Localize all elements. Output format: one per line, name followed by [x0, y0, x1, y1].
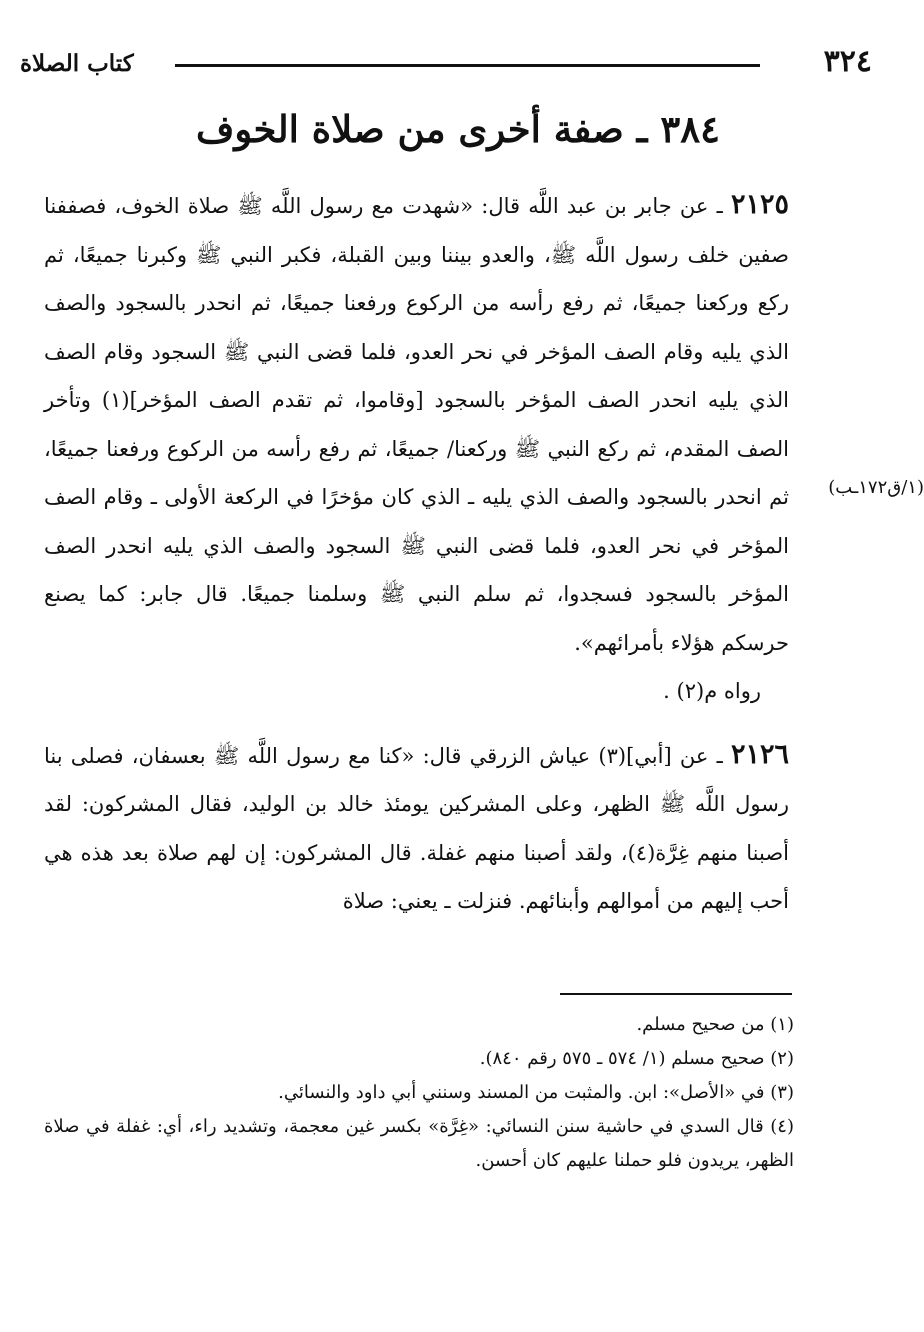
footnote-rule: [560, 993, 792, 995]
page-number: ٣٢٤: [823, 44, 872, 79]
manuscript-margin-note: (١/ق١٧٢ـب): [828, 477, 924, 498]
page-header: [20, 44, 872, 80]
running-title: كتاب الصلاة: [20, 50, 134, 77]
footnotes: [44, 1008, 794, 1178]
hadith-text: ـ عن جابر بن عبد اللَّه قال: «شهدت مع رسول اللَّه ﷺ صلاة الخوف، فصففنا صفين خلف رسول اللَّه ﷺ، والعدو بيننا وبين القبلة، فكبر النبي ﷺ وكبرنا جميعًا، ثم ركع وركعنا جميعًا، ثم رفع رأسه من الركوع ورفعنا جميعًا، ثم انحدر بالسجود والصف الذي يليه وقام الصف المؤخر في نحر العدو، فلما قضى النبي ﷺ السجود وقام الصف الذي يليه انحدر الصف المؤخر بالسجود [وقاموا، ثم تقدم الصف المؤخر](١) وتأخر الصف المقدم، ثم ركع النبي ﷺ وركعنا/ جميعًا، ثم رفع رأسه من الركوع ورفعنا جميعًا، ثم انحدر بالسجود والصف الذي يليه ـ الذي كان مؤخرًا في الركعة الأولى ـ وقام الصف المؤخر في نحر العدو، فلما قضى النبي ﷺ السجود والصف الذي يليه انحدر الصف المؤخر بالسجود فسجدوا، ثم سلم النبي ﷺ وسلمنا جميعًا. قال جابر: كما يصنع حرسكم هؤلاء بأمرائهم».: [44, 194, 789, 655]
footnote: (٢) صحيح مسلم (١/ ٥٧٤ ـ ٥٧٥ رقم ٨٤٠).: [479, 1048, 794, 1069]
main-text: [44, 181, 789, 926]
hadith-2126: [44, 731, 789, 926]
hadith-number: ٢١٢٦: [730, 738, 789, 770]
hadith-number: ٢١٢٥: [730, 189, 789, 220]
riwaya-line: رواه م(٢) .: [663, 679, 761, 703]
hadith-text: ـ عن [أبي](٣) عياش الزرقي قال: «كنا مع رسول اللَّه ﷺ بعسفان، فصلى بنا رسول اللَّه ﷺ الظهر، وعلى المشركين يومئذ خالد بن الوليد، فقال المشركون: لقد أصبنا منهم غِرَّة(٤)، ولقد أصبنا منهم غفلة. قال المشركون: إن لهم صلاة بعد هذه هي أحب إليهم من أموالهم وأبنائهم. فنزلت ـ يعني: صلاة: [44, 743, 789, 913]
footnote: (٤) قال السدي في حاشية سنن النسائي: «غِرَّة» بكسر غين معجمة، وتشديد راء، أي: غفلة في صلاة الظهر، يريدون فلو حملنا عليهم كان أحسن.: [44, 1116, 794, 1171]
header-rule: [175, 64, 760, 67]
chapter-title: ٣٨٤ ـ صفة أخرى من صلاة الخوف: [195, 107, 721, 151]
footnote: (٣) في «الأصل»: ابن. والمثبت من المسند وسنني أبي داود والنسائي.: [278, 1082, 794, 1103]
hadith-2125: [44, 181, 789, 667]
footnote: (١) من صحيح مسلم.: [636, 1014, 794, 1035]
